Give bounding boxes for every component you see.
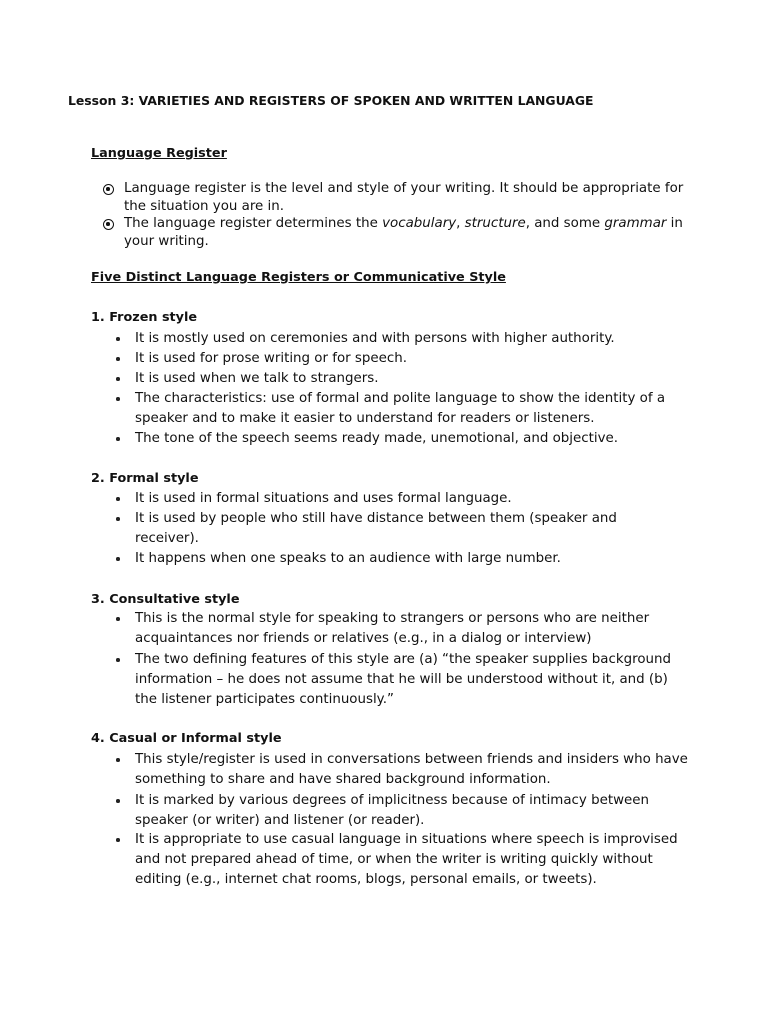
- register-point-2-line-2: your writing.: [124, 234, 209, 249]
- bullet-icon: [116, 658, 120, 662]
- bullet-icon: [116, 758, 120, 762]
- register-point-1-line-2: the situation you are in.: [124, 199, 285, 214]
- bullet-text: editing (e.g., internet chat rooms, blogs, personal emails, or tweets).: [135, 872, 597, 887]
- bullet-text: the listener participates continuously.”: [135, 692, 394, 707]
- bullet-text: This style/register is used in conversations between friends and insiders who have: [135, 752, 688, 767]
- bullet-text: acquaintances nor friends or relatives (e.g., in a dialog or interview): [135, 631, 592, 646]
- radio-bullet-icon: [103, 219, 114, 230]
- bullet-text: It is mostly used on ceremonies and with persons with higher authority.: [135, 331, 615, 346]
- bullet-text: It happens when one speaks to an audience with large number.: [135, 551, 561, 566]
- language-register-heading: Language Register: [91, 146, 227, 161]
- lesson-title: Lesson 3: VARIETIES AND REGISTERS OF SPOKEN AND WRITTEN LANGUAGE: [68, 93, 594, 108]
- bullet-icon: [116, 799, 120, 803]
- bullet-text: speaker (or writer) and listener (or reader).: [135, 813, 425, 828]
- bullet-text: and not prepared ahead of time, or when the writer is writing quickly without: [135, 852, 653, 867]
- style-heading-frozen: 1. Frozen style: [91, 310, 198, 325]
- bullet-icon: [116, 337, 120, 341]
- register-point-1-line-1: Language register is the level and style of your writing. It should be appropriate for: [124, 181, 684, 196]
- bullet-text: The two defining features of this style are (a) “the speaker supplies background: [135, 652, 671, 667]
- bullet-text: It is used when we talk to strangers.: [135, 371, 379, 386]
- bullet-icon: [116, 517, 120, 521]
- registers-heading: Five Distinct Language Registers or Communicative Style: [91, 270, 506, 285]
- bullet-text: speaker and to make it easier to understand for readers or listeners.: [135, 411, 595, 426]
- radio-bullet-icon: [103, 184, 114, 195]
- style-heading-consultative: 3. Consultative style: [91, 592, 240, 607]
- style-heading-formal: 2. Formal style: [91, 471, 199, 486]
- bullet-text: something to share and have shared background information.: [135, 772, 551, 787]
- bullet-icon: [116, 357, 120, 361]
- bullet-icon: [116, 397, 120, 401]
- style-heading-casual: 4. Casual or Informal style: [91, 731, 282, 746]
- bullet-text: information – he does not assume that he will be understood without it, and (b): [135, 672, 668, 687]
- bullet-text: receiver).: [135, 531, 199, 546]
- register-point-2-line-1: The language register determines the vocabulary, structure, and some grammar in: [124, 216, 683, 231]
- bullet-icon: [116, 437, 120, 441]
- bullet-text: It is appropriate to use casual language in situations where speech is improvised: [135, 832, 678, 847]
- bullet-text: The characteristics: use of formal and polite language to show the identity of a: [135, 391, 666, 406]
- bullet-icon: [116, 557, 120, 561]
- bullet-text: It is used by people who still have distance between them (speaker and: [135, 511, 617, 526]
- bullet-text: The tone of the speech seems ready made, unemotional, and objective.: [135, 431, 618, 446]
- bullet-text: It is used for prose writing or for speech.: [135, 351, 407, 366]
- bullet-icon: [116, 377, 120, 381]
- bullet-icon: [116, 617, 120, 621]
- bullet-text: It is marked by various degrees of implicitness because of intimacy between: [135, 793, 649, 808]
- bullet-text: This is the normal style for speaking to strangers or persons who are neither: [135, 611, 650, 626]
- bullet-icon: [116, 497, 120, 501]
- bullet-text: It is used in formal situations and uses formal language.: [135, 491, 512, 506]
- bullet-icon: [116, 838, 120, 842]
